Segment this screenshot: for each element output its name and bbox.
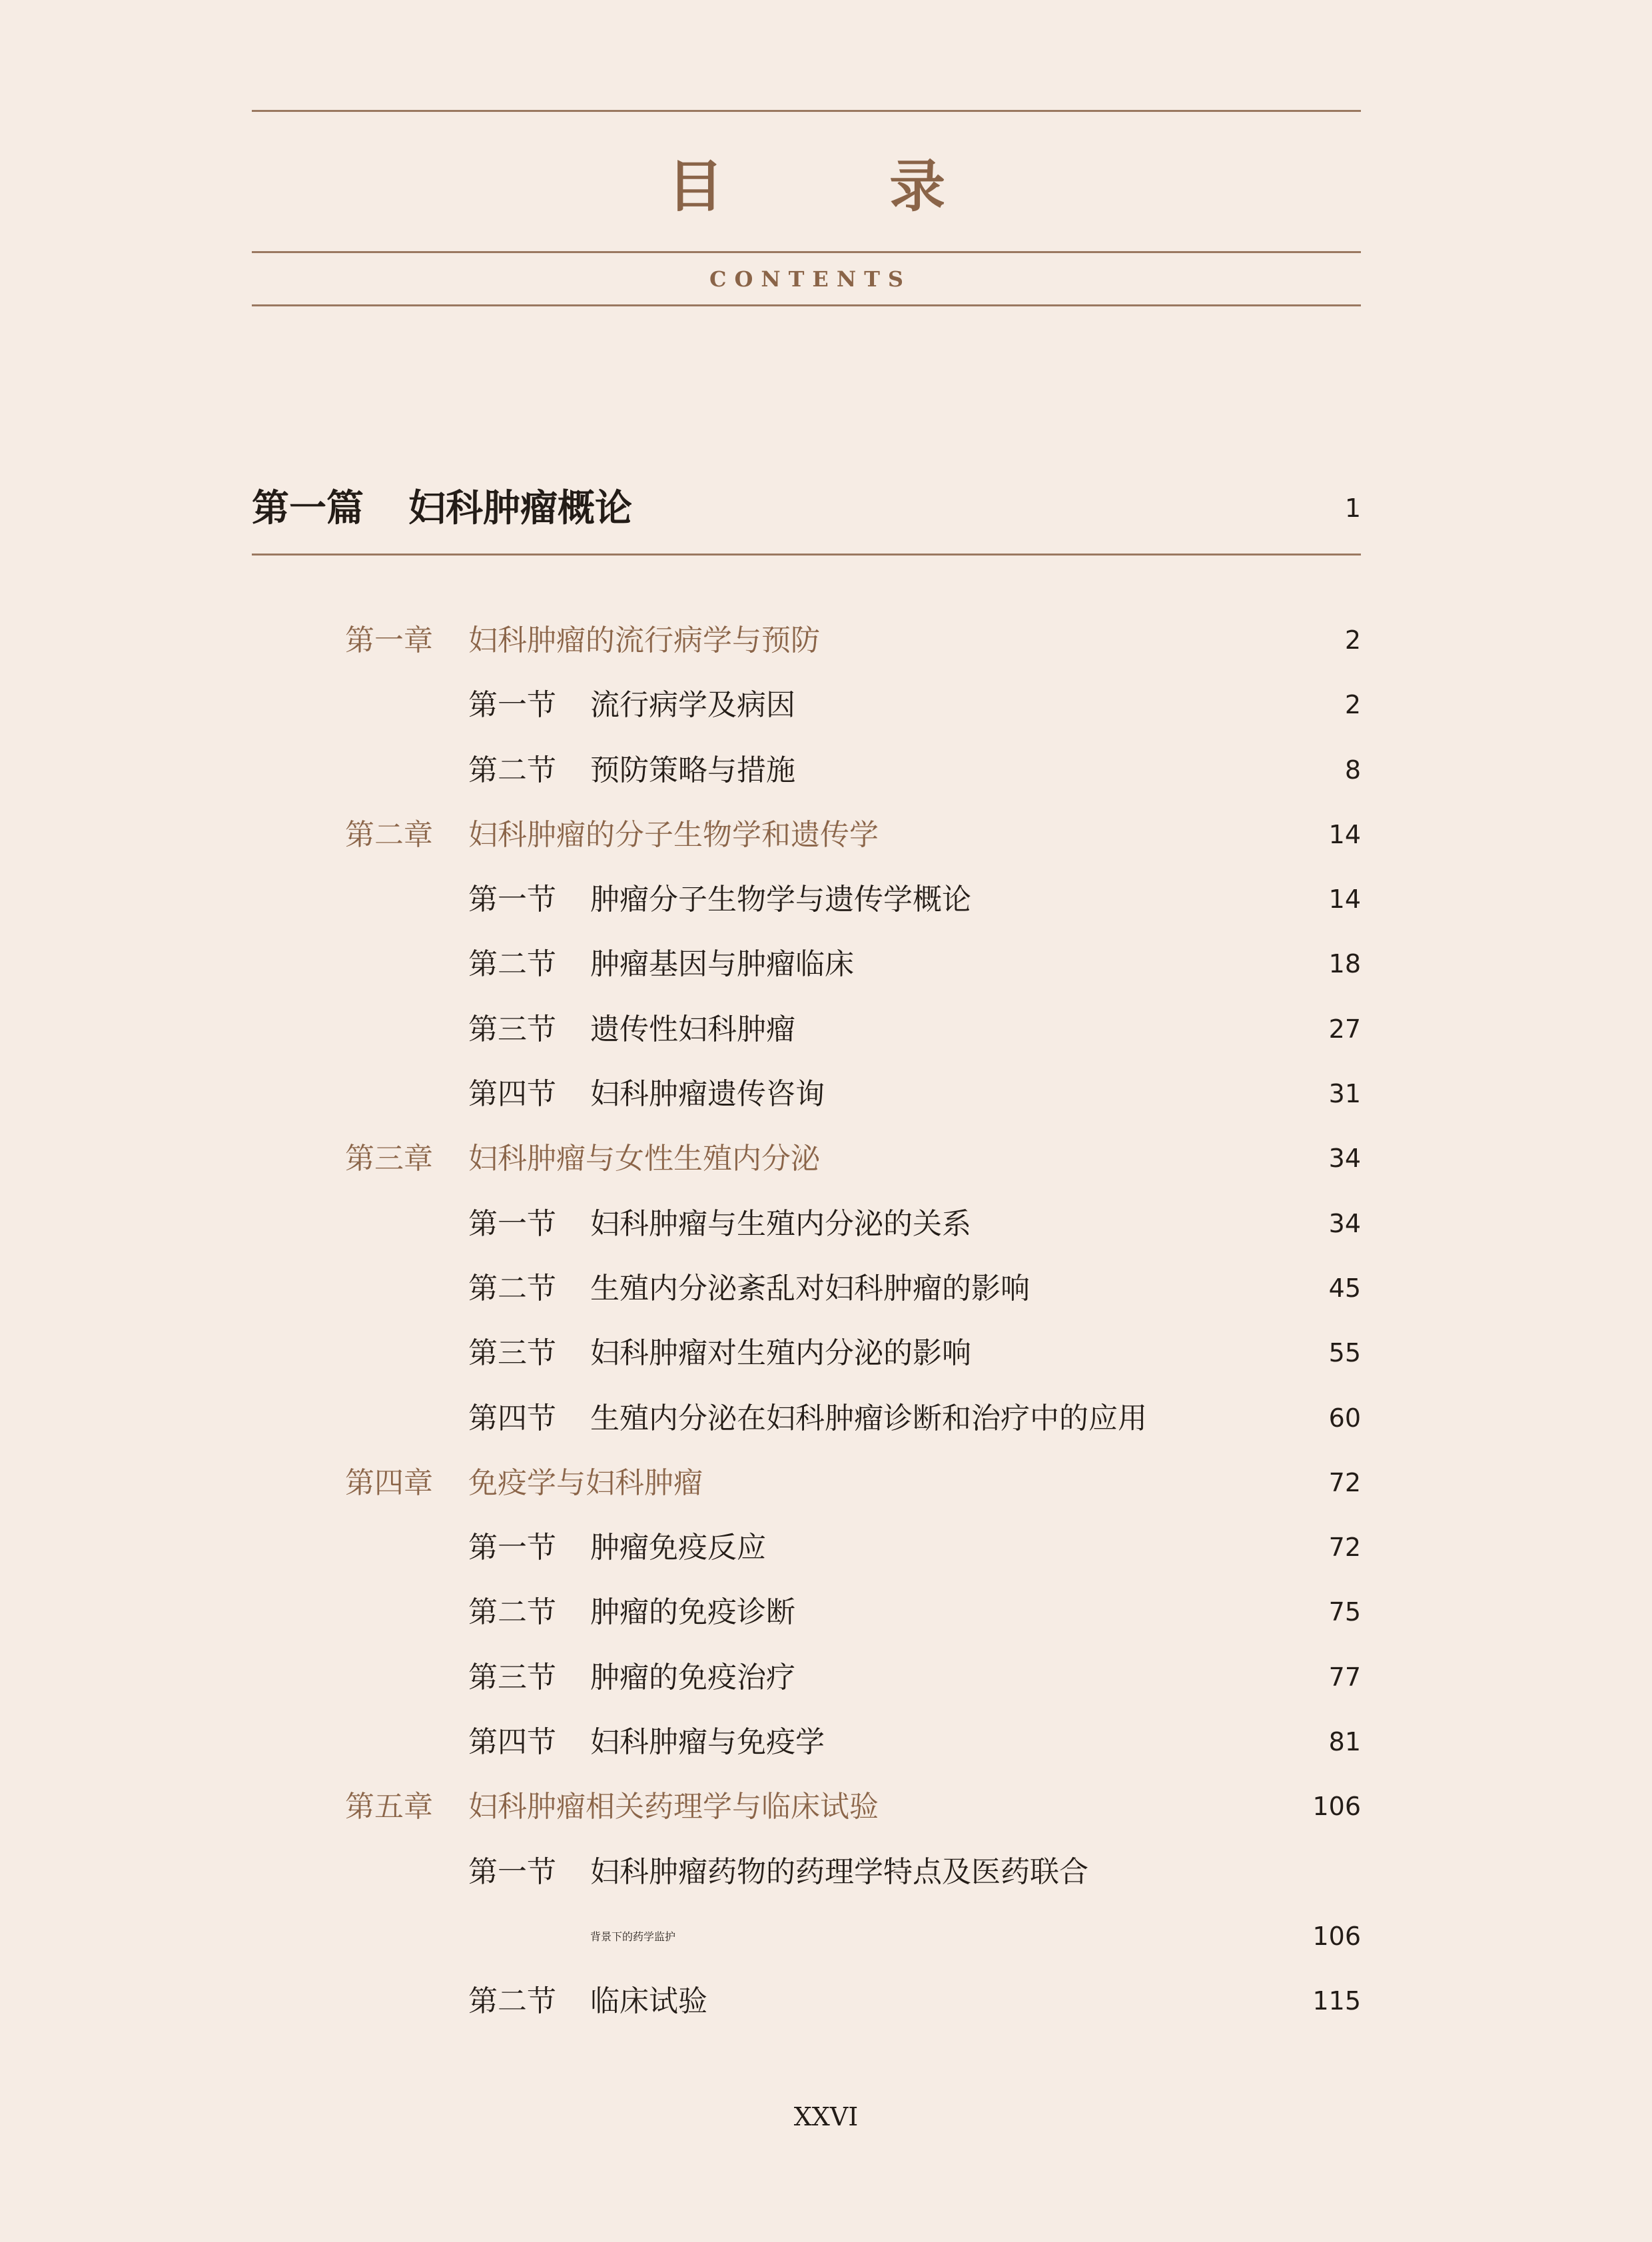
page-folio: XXVI [793, 2102, 859, 2131]
entry-label: 第一节 [468, 1206, 556, 1241]
entry-title: 妇科肿瘤对生殖内分泌的影响 [590, 1336, 971, 1371]
section-entry[interactable] [252, 1062, 1361, 1126]
entry-title: 妇科肿瘤药物的药理学特点及医药联合 [590, 1854, 1088, 1889]
entry-page: 27 [1328, 1014, 1361, 1044]
entry-page: 31 [1328, 1079, 1361, 1109]
entry-title: 肿瘤的免疫治疗 [590, 1660, 795, 1694]
page-title: 目 录 [667, 153, 1019, 219]
entry-title: 妇科肿瘤与免疫学 [590, 1725, 825, 1760]
section-entry[interactable] [252, 1840, 1361, 1904]
section-entry[interactable] [252, 1580, 1361, 1645]
part-heading[interactable] [252, 485, 1361, 532]
entry-title: 生殖内分泌在妇科肿瘤诊断和治疗中的应用 [590, 1401, 1147, 1435]
entry-page: 14 [1328, 885, 1361, 915]
entry-title: 妇科肿瘤的分子生物学和遗传学 [468, 817, 879, 852]
entry-page: 60 [1328, 1403, 1361, 1433]
entry-title: 遗传性妇科肿瘤 [590, 1012, 795, 1046]
entry-label: 第一节 [468, 1531, 556, 1565]
entry-label: 第三节 [468, 1012, 556, 1046]
entry-page: 115 [1312, 1986, 1361, 2016]
entry-title: 妇科肿瘤遗传咨询 [590, 1077, 825, 1112]
section-entry[interactable] [252, 1710, 1361, 1774]
entry-page: 2 [1344, 625, 1361, 655]
entry-label: 第二节 [468, 753, 556, 787]
entry-label: 第二章 [345, 817, 433, 852]
entry-title: 妇科肿瘤的流行病学与预防 [468, 623, 820, 657]
entry-page: 81 [1328, 1727, 1361, 1757]
entry-label: 第三章 [345, 1142, 433, 1176]
section-entry[interactable] [252, 1256, 1361, 1321]
section-entry[interactable] [252, 867, 1361, 932]
section-entry[interactable] [252, 1969, 1361, 2034]
section-entry[interactable] [252, 1645, 1361, 1710]
entry-title: 生殖内分泌紊乱对妇科肿瘤的影响 [590, 1271, 1030, 1306]
entry-title: 预防策略与措施 [590, 753, 795, 787]
entry-page: 106 [1312, 1792, 1361, 1822]
entry-page: 55 [1328, 1338, 1361, 1368]
entry-title: 肿瘤的免疫诊断 [590, 1595, 795, 1630]
chapter-entry[interactable] [252, 803, 1361, 867]
entry-page: 34 [1328, 1144, 1361, 1174]
part-number: 第一篇 [252, 486, 364, 530]
entry-title: 免疫学与妇科肿瘤 [468, 1465, 703, 1500]
entry-title: 临床试验 [590, 1984, 707, 2019]
entry-label: 第二节 [468, 947, 556, 982]
part-page-number: 1 [1344, 494, 1361, 523]
chapter-entry[interactable] [252, 1451, 1361, 1515]
toc-list [252, 608, 1361, 2034]
subtitle-rule [252, 304, 1361, 306]
entry-page: 106 [1312, 1921, 1361, 1951]
entry-label: 第五章 [345, 1790, 433, 1824]
page-subtitle: CONTENTS [709, 266, 911, 292]
entry-label: 第三节 [468, 1660, 556, 1694]
entry-title: 妇科肿瘤与女性生殖内分泌 [468, 1142, 820, 1176]
chapter-entry[interactable] [252, 608, 1361, 673]
section-entry[interactable] [252, 1386, 1361, 1451]
section-entry[interactable] [252, 1515, 1361, 1580]
part-rule [252, 554, 1361, 556]
entry-page: 45 [1328, 1273, 1361, 1303]
entry-page: 34 [1328, 1208, 1361, 1238]
entry-page: 8 [1344, 755, 1361, 785]
entry-title: 肿瘤分子生物学与遗传学概论 [590, 883, 971, 917]
entry-label: 第四节 [468, 1077, 556, 1112]
entry-label: 第一节 [468, 1854, 556, 1889]
entry-label: 第三节 [468, 1336, 556, 1371]
entry-title: 妇科肿瘤与生殖内分泌的关系 [590, 1206, 971, 1241]
section-entry[interactable] [252, 932, 1361, 996]
section-entry[interactable] [252, 1192, 1361, 1256]
entry-page: 77 [1328, 1662, 1361, 1692]
top-rule [252, 110, 1361, 112]
entry-page: 18 [1328, 949, 1361, 979]
entry-label: 第二节 [468, 1271, 556, 1306]
section-entry[interactable] [252, 997, 1361, 1062]
entry-label: 第一节 [468, 688, 556, 723]
entry-title: 肿瘤免疫反应 [590, 1531, 766, 1565]
entry-label: 第一节 [468, 883, 556, 917]
entry-label: 第二节 [468, 1595, 556, 1630]
entry-label: 第一章 [345, 623, 433, 657]
section-entry[interactable] [252, 1321, 1361, 1385]
entry-page: 75 [1328, 1597, 1361, 1627]
entry-title: 流行病学及病因 [590, 688, 795, 723]
entry-label: 第四节 [468, 1401, 556, 1435]
entry-title: 背景下的药学监护 [590, 1930, 676, 1943]
title-rule [252, 251, 1361, 253]
entry-page: 2 [1344, 690, 1361, 720]
entry-label: 第四章 [345, 1465, 433, 1500]
chapter-entry[interactable] [252, 1774, 1361, 1839]
part-title: 妇科肿瘤概论 [408, 486, 632, 530]
entry-page: 14 [1328, 819, 1361, 849]
entry-label: 第二节 [468, 1984, 556, 2019]
entry-title: 妇科肿瘤相关药理学与临床试验 [468, 1790, 879, 1824]
section-entry-continuation[interactable] [252, 1904, 1361, 1969]
entry-page: 72 [1328, 1533, 1361, 1563]
entry-title: 肿瘤基因与肿瘤临床 [590, 947, 854, 982]
section-entry[interactable] [252, 738, 1361, 803]
chapter-entry[interactable] [252, 1126, 1361, 1191]
section-entry[interactable] [252, 673, 1361, 737]
entry-page: 72 [1328, 1467, 1361, 1497]
entry-label: 第四节 [468, 1725, 556, 1760]
